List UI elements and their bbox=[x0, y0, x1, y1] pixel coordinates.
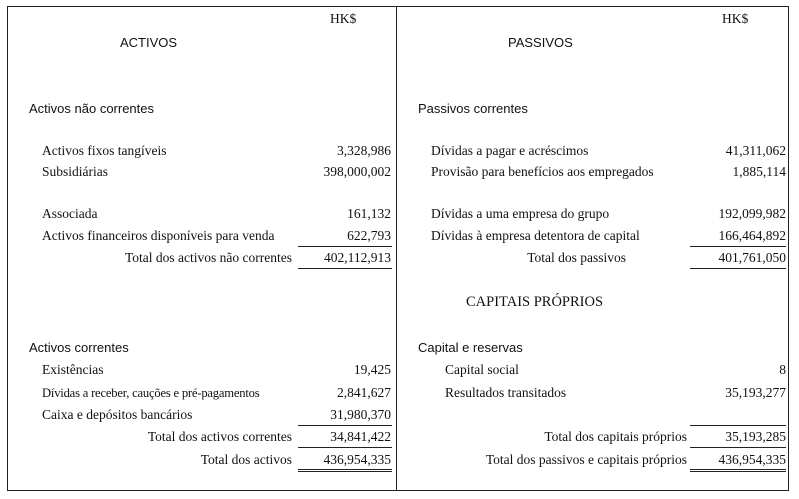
row-label: Dívidas a uma empresa do grupo bbox=[431, 206, 610, 221]
liabilities-title: Passivos correntes bbox=[418, 101, 528, 116]
row-value: 41,311,062 bbox=[725, 143, 786, 158]
row-value: 166,464,892 bbox=[718, 228, 786, 243]
row-value: 1,885,114 bbox=[732, 164, 786, 179]
subtotal-rule bbox=[298, 425, 392, 426]
subtotal-rule bbox=[690, 246, 786, 247]
row-label: Provisão para benefícios aos empregados bbox=[431, 164, 654, 179]
row-label: Subsidiárias bbox=[42, 164, 108, 179]
row-label: Dívidas a receber, cauções e pré-pagamentos bbox=[42, 386, 260, 400]
grand-total-double-rule bbox=[298, 469, 392, 472]
row-value: 8 bbox=[779, 362, 786, 377]
equity-title: Capital e reservas bbox=[418, 340, 523, 355]
non-current-assets-title: Activos não correntes bbox=[29, 101, 155, 116]
total-label: Total dos passivos bbox=[527, 250, 626, 265]
right-currency: HK$ bbox=[722, 11, 749, 26]
row-label: Associada bbox=[42, 206, 98, 221]
row-value: 19,425 bbox=[353, 362, 391, 377]
total-label: Total dos activos correntes bbox=[147, 429, 292, 444]
grand-total-value: 436,954,335 bbox=[323, 452, 391, 467]
left-currency: HK$ bbox=[330, 11, 357, 26]
total-value: 402,112,913 bbox=[324, 250, 391, 265]
total-rule bbox=[690, 447, 786, 448]
row-value: 3,328,986 bbox=[337, 143, 391, 158]
total-value: 34,841,422 bbox=[330, 429, 391, 444]
row-label: Activos fixos tangíveis bbox=[42, 143, 167, 158]
grand-total-label: Total dos passivos e capitais próprios bbox=[485, 452, 687, 467]
row-label: Capital social bbox=[445, 362, 519, 377]
row-value: 161,132 bbox=[347, 206, 391, 221]
grand-total-value: 436,954,335 bbox=[718, 452, 786, 467]
column-divider bbox=[396, 6, 397, 491]
row-label: Dívidas a pagar e acréscimos bbox=[431, 143, 589, 158]
total-label: Total dos activos não correntes bbox=[124, 250, 292, 265]
row-value: 192,099,982 bbox=[718, 206, 786, 221]
total-rule bbox=[298, 447, 392, 448]
assets-heading: ACTIVOS bbox=[120, 35, 178, 50]
total-label: Total dos capitais próprios bbox=[544, 429, 687, 444]
total-value: 401,761,050 bbox=[718, 250, 786, 265]
grand-total-label: Total dos activos bbox=[200, 452, 292, 467]
subtotal-rule bbox=[298, 246, 392, 247]
row-label: Activos financeiros disponíveis para venda bbox=[42, 228, 275, 243]
subtotal-rule bbox=[690, 425, 786, 426]
row-label: Dívidas à empresa detentora de capital bbox=[431, 228, 640, 243]
row-value: 31,980,370 bbox=[330, 407, 391, 422]
row-label: Resultados transitados bbox=[445, 385, 567, 400]
total-rule bbox=[298, 268, 392, 269]
row-value: 398,000,002 bbox=[323, 164, 391, 179]
equity-heading: CAPITAIS PRÓPRIOS bbox=[466, 294, 604, 310]
grand-total-double-rule bbox=[690, 469, 786, 472]
total-rule bbox=[690, 268, 786, 269]
row-label: Existências bbox=[42, 362, 104, 377]
row-label: Caixa e depósitos bancários bbox=[42, 407, 193, 422]
current-assets-title: Activos correntes bbox=[29, 340, 129, 355]
row-value: 35,193,277 bbox=[725, 385, 786, 400]
row-value: 622,793 bbox=[347, 228, 391, 243]
row-value: 2,841,627 bbox=[337, 385, 391, 400]
liabilities-heading: PASSIVOS bbox=[508, 35, 573, 50]
total-value: 35,193,285 bbox=[725, 429, 786, 444]
